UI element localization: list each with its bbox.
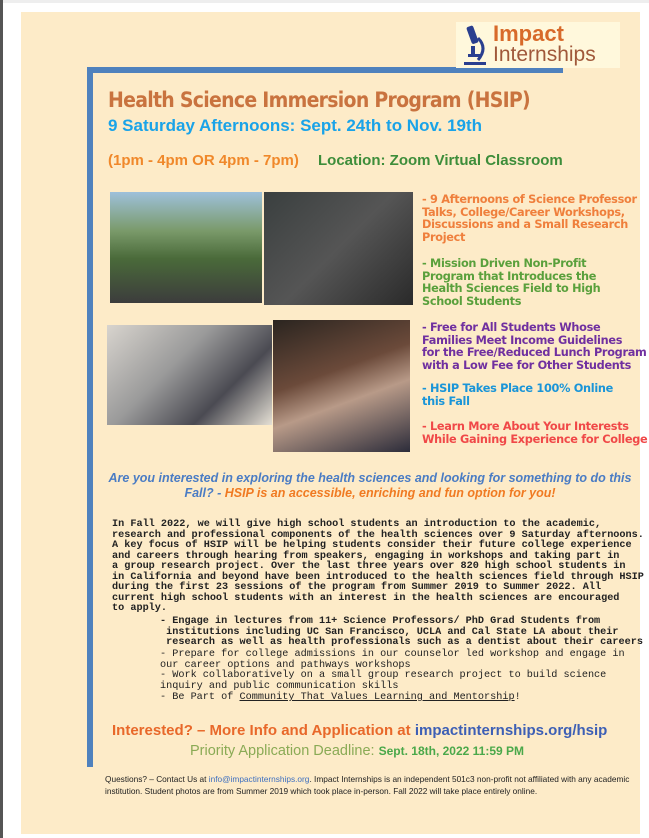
highlight-bullet: - Learn More About Your Interests While Gaining Experience for College [422, 420, 648, 446]
list-item-suffix: ! [514, 692, 521, 703]
impact-internships-logo [456, 22, 620, 68]
list-item: - Work collaboratively on a small group research project to build science inquiry and public communication skills [160, 670, 607, 692]
page-title: Health Science Immersion Program (HSIP) [108, 88, 530, 112]
application-link[interactable]: impactinternships.org/hsip [414, 722, 608, 739]
contact-email-link[interactable]: info@impactinternships.org [208, 774, 310, 784]
deadline-line [190, 743, 524, 759]
deadline-label: Priority Application Deadline: [190, 743, 379, 759]
list-item [160, 693, 521, 704]
logo-line2: Internships [493, 43, 596, 66]
highlight-bullet: - Free for All Students Whose Families Meet Income Guidelines for the Free/Reduced Lunch Program with a Low Fee for Other Students [422, 321, 647, 372]
question-answer: HSIP is an accessible, enriching and fun option for you! [224, 486, 556, 500]
footer-suffix: . Impact Internships is an independent 501c3 non-profit not affiliated with any academic institution. Student photos are from Summer 2019 which took place in-person. Fall 2022 will take place entirely online. [105, 774, 630, 796]
footer-prefix: Questions? – Contact Us at [105, 774, 209, 784]
list-item-prefix: - Be Part of [160, 692, 240, 703]
highlight-bullet: - 9 Afternoons of Science Professor Talks, College/Career Workshops, Discussions and a Small Research Project [422, 193, 637, 244]
program-location: Location: Zoom Virtual Classroom [318, 152, 563, 169]
community-link[interactable]: Community That Values Learning and Mentorship [239, 692, 515, 703]
deadline-date: Sept. 18th, 2022 11:59 PM [378, 744, 525, 758]
microscope-icon [460, 24, 490, 66]
highlight-bullet: - Mission Driven Non-Profit Program that Introduces the Health Sciences Field to High School Students [422, 257, 601, 308]
program-dates: 9 Saturday Afternoons: Sept. 24th to Nov. 19th [108, 116, 483, 135]
highlight-bullet: - HSIP Takes Place 100% Online this Fall [422, 382, 614, 408]
footer-note [105, 773, 635, 797]
cta-line [112, 722, 607, 739]
program-times: (1pm - 4pm OR 4pm - 7pm) [108, 152, 299, 169]
question-text: Are you interested in exploring the health sciences and looking for something to do this Fall? - [108, 471, 632, 500]
intro-question [100, 471, 640, 501]
viewer-left-edge [0, 0, 3, 838]
program-description: In Fall 2022, we will give high school students an introduction to the academic, research and professional components of the health sciences over 9 Saturday afternoons. A key focus of HSIP will be helping students consider their future college experience and careers through hearing from speakers, engaging in workshops and taking part in a group research project. Over the last three years over 820 high school students in in California and beyond have been introduced to the health sciences field through HSIP during the first 23 sessions of the program from Summer 2019 to Summer 2022. All current high school students with an interest in the health sciences are encouraged to apply. [112, 519, 644, 614]
photo-students-outdoors [110, 192, 262, 303]
list-item: - Engage in lectures from 11+ Science Professors/ PhD Grad Students from institutions including UC San Francisco, UCLA and Cal State LA about their research as well as health professionals such as a dentist about their careers [160, 616, 643, 648]
photo-hsip-classroom [264, 192, 413, 305]
list-item: - Prepare for college admissions in our counselor led workshop and engage in our career options and pathways workshops [160, 649, 625, 671]
logo-line1: Impact [493, 21, 564, 46]
photo-professor-lecture [107, 325, 272, 425]
photo-students-group [273, 320, 410, 452]
viewer-top-edge [0, 0, 649, 3]
cta-text: Interested? – More Info and Application at [112, 722, 415, 739]
blue-frame-left [87, 67, 93, 767]
